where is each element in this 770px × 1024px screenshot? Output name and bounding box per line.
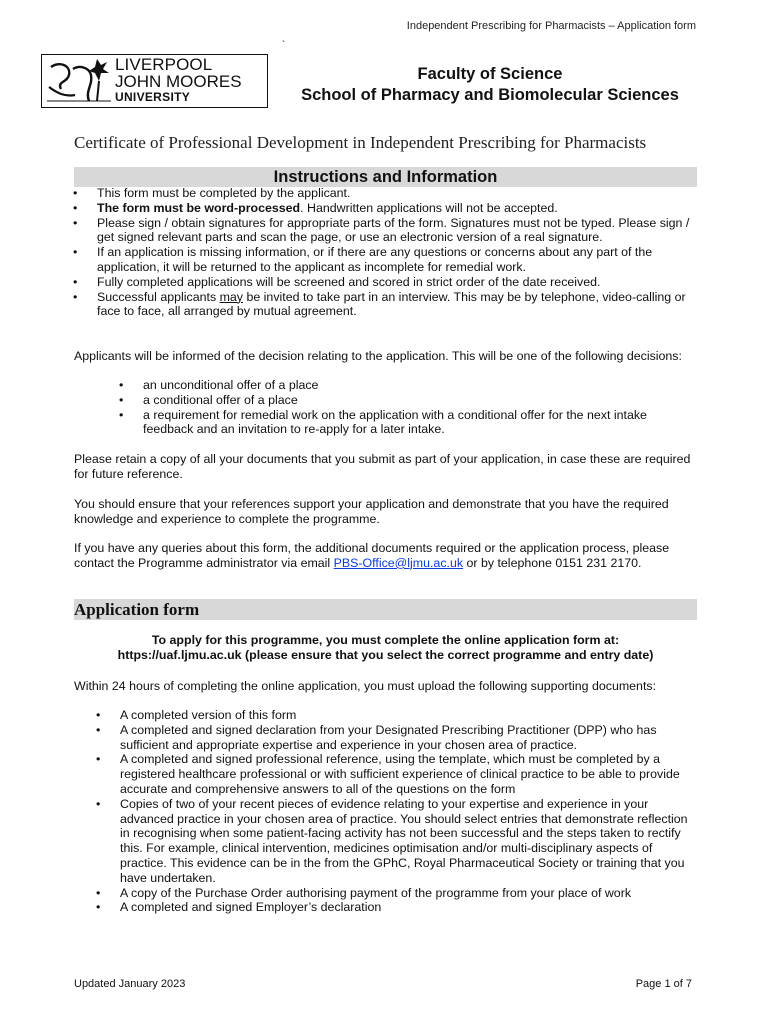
list-item: • Copies of two of your recent pieces of evidence relating to your expertise and experience in your advanced practice in your chosen area of practice. You should select entries that demonstrate reflection in recognising when some patient-facing activity has not been successful and the steps taken to rectify this. For example, clinical intervention, medicines optimisation and/or multi-disciplinary aspects of practice. This evidence can be in the from the GPhC, Royal Pharmaceutical Society or training that you have undertaken. [120, 797, 698, 886]
queries-paragraph: If you have any queries about this form, the additional documents required or the application process, please contact the Programme administrator via email PBS-Office@ljmu.ac.uk or by telephone 0151 231 2170. [74, 541, 670, 570]
list-item: • a requirement for remedial work on the application with a conditional offer for the next intake feedback and an invitation to re-apply for a later intake. [143, 408, 699, 438]
footer-page-number: Page 1 of 7 [635, 978, 692, 990]
decisions-intro: Applicants will be informed of the decision relating to the application. This will be one of the following decisions: [74, 349, 682, 363]
instructions-list [97, 186, 697, 319]
school-name: School of Pharmacy and Biomolecular Sciences [301, 86, 679, 104]
list-item: • an unconditional offer of a place [143, 378, 699, 393]
list-item: • A copy of the Purchase Order authorising payment of the programme from your place of work [120, 886, 698, 901]
list-item: • If an application is missing information, or if there are any questions or concerns about any part of the application, it will be returned to the applicant as incomplete for remedial work. [97, 245, 697, 275]
underlined-text: may [219, 289, 244, 304]
list-item: • A completed and signed professional reference, using the template, which must be completed by a registered healthcare professional or with sufficient experience of clinical practice to be able to provide accurate and comprehensive answers to all of the questions on the form [120, 752, 698, 796]
list-item: • a conditional offer of a place [143, 393, 699, 408]
university-logo [41, 54, 268, 108]
faculty-heading [290, 64, 690, 106]
list-item: • A completed version of this form [120, 708, 698, 723]
references-paragraph: You should ensure that your references support your application and demonstrate that you have the required knowledge and experience to complete the programme. [74, 497, 669, 526]
list-item: • This form must be completed by the applicant. [97, 186, 697, 201]
decisions-list [143, 378, 699, 437]
logo-line-university: UNIVERSITY [115, 90, 191, 104]
list-item: • Please sign / obtain signatures for appropriate parts of the form. Signatures must not be typed. Please sign / get signed relevant parts and scan the page, or use an electronic version of a real signature. [97, 216, 697, 246]
footer-updated: Updated January 2023 [74, 978, 186, 990]
application-form-heading: Application form [74, 599, 697, 620]
retain-paragraph: Please retain a copy of all your documents that you submit as part of your application, in case these are required for future reference. [74, 452, 691, 481]
list-item: • A completed and signed declaration from your Designated Prescribing Practitioner (DPP) who has sufficient and appropriate expertise and experience in your chosen area of practice. [120, 723, 698, 753]
liver-bird-icon [45, 57, 113, 105]
running-header: Independent Prescribing for Pharmacists – Application form [406, 20, 696, 32]
apply-url-line: https://uaf.ljmu.ac.uk (please ensure that you select the correct programme and entry date) [117, 648, 654, 662]
stray-mark: ` [282, 40, 286, 51]
bold-text: The form must be word-processed [97, 200, 301, 215]
certificate-title: Certificate of Professional Development in Independent Prescribing for Pharmacists [74, 133, 647, 152]
list-item: • Successful applicants may be invited to take part in an interview. This may be by telephone, video-calling or face to face, all arranged by mutual agreement. [97, 290, 697, 320]
faculty-name: Faculty of Science [417, 65, 563, 83]
documents-list [120, 708, 698, 915]
list-item: • The form must be word-processed. Handwritten applications will not be accepted. [97, 201, 697, 216]
logo-line-john-moores: JOHN MOORES [115, 72, 242, 91]
apply-line: To apply for this programme, you must complete the online application form at: [151, 633, 620, 647]
email-link[interactable]: PBS-Office@ljmu.ac.uk [333, 555, 464, 570]
list-item: • A completed and signed Employer’s declaration [120, 900, 698, 915]
documents-intro: Within 24 hours of completing the online application, you must upload the following supporting documents: [74, 679, 657, 693]
apply-instructions [74, 633, 697, 663]
instructions-heading: Instructions and Information [74, 167, 697, 187]
list-item: • Fully completed applications will be screened and scored in strict order of the date received. [97, 275, 697, 290]
logo-line-liverpool: LIVERPOOL [115, 55, 213, 74]
